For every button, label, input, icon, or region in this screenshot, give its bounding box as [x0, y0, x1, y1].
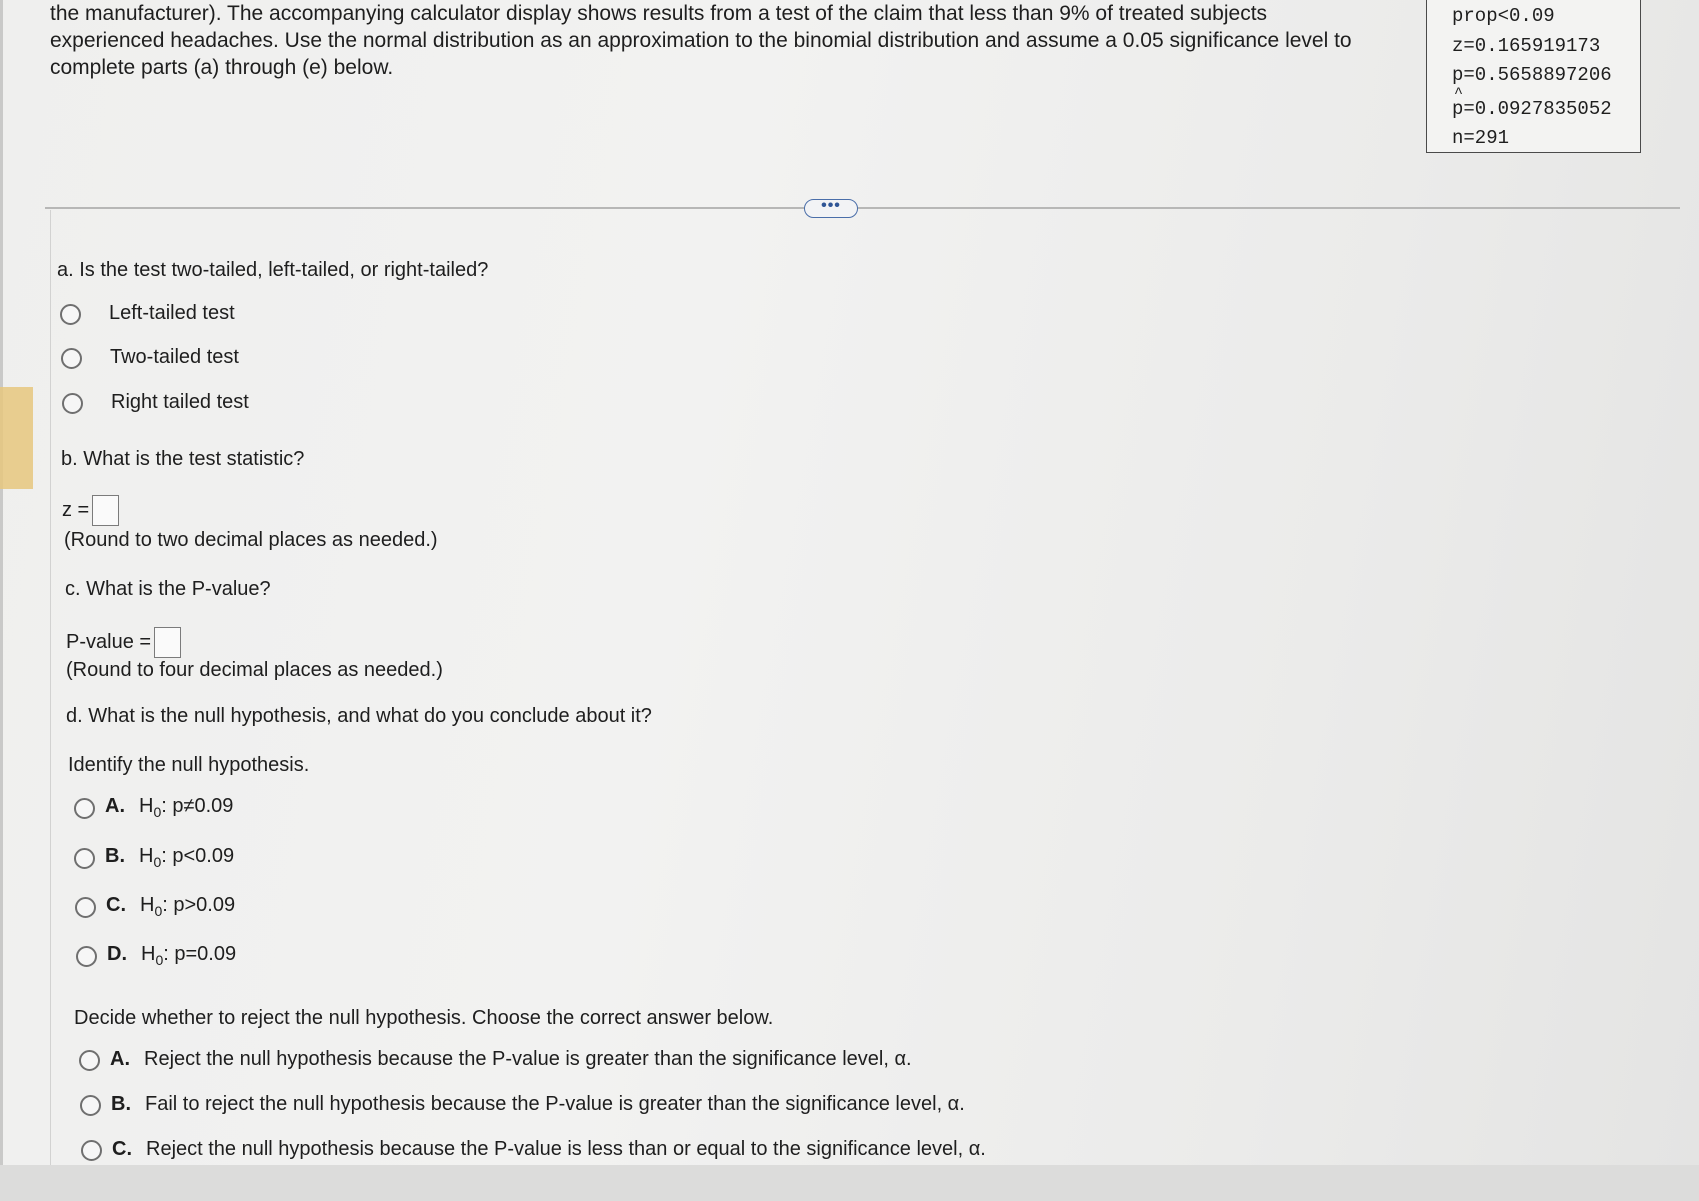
z-answer-row	[62, 495, 119, 526]
z-answer-input[interactable]	[92, 495, 119, 526]
problem-intro	[50, 0, 1410, 81]
calc-phat	[1452, 98, 1612, 120]
null-d-text: : p=0.09	[163, 943, 237, 965]
option-left-tailed[interactable]: Left-tailed test	[109, 302, 235, 324]
radio-decide-a[interactable]	[79, 1050, 100, 1071]
calc-p: p=0.5658897206	[1452, 64, 1612, 86]
sticky-note-highlight	[0, 387, 33, 489]
bottom-edge	[0, 1165, 1699, 1201]
null-c-sub: 0	[154, 903, 163, 919]
content-left-border	[50, 210, 51, 1200]
intro-line-1: the manufacturer). The accompanying calculator display shows results from a test of the claim that less than 9% of treated subjects	[50, 2, 1268, 25]
decide-b-letter: B.	[111, 1093, 131, 1115]
calculator-display	[1426, 0, 1641, 153]
radio-null-b[interactable]	[74, 848, 95, 869]
decide-option-a[interactable]	[110, 1048, 912, 1071]
expand-more-button[interactable]: •••	[804, 199, 858, 218]
decide-a-text: Reject the null hypothesis because the P-value is greater than the significance level, α.	[144, 1048, 912, 1070]
calc-n: n=291	[1452, 127, 1510, 149]
null-a-text: : p≠0.09	[161, 795, 234, 817]
option-right-tailed[interactable]: Right tailed test	[111, 391, 249, 413]
null-option-c[interactable]	[106, 894, 235, 919]
null-b-h: H	[139, 845, 154, 867]
phat-symbol: ^ p	[1452, 98, 1463, 120]
null-a-letter: A.	[105, 795, 125, 817]
pvalue-answer-row	[66, 627, 181, 658]
part-c-note: (Round to four decimal places as needed.)	[66, 659, 443, 681]
null-d-letter: D.	[107, 943, 127, 965]
decide-b-text: Fail to reject the null hypothesis because the P-value is greater than the significance level, α.	[145, 1093, 965, 1115]
intro-line-3: complete parts (a) through (e) below.	[50, 56, 394, 79]
z-label: z =	[62, 498, 90, 521]
part-a-question: a. Is the test two-tailed, left-tailed, or right-tailed?	[57, 259, 489, 281]
decide-c-letter: C.	[112, 1138, 132, 1160]
radio-decide-c[interactable]	[81, 1140, 102, 1161]
null-d-sub: 0	[155, 952, 164, 968]
decide-a-letter: A.	[110, 1048, 130, 1070]
null-option-a[interactable]	[105, 795, 233, 820]
null-d-h: H	[141, 943, 156, 965]
radio-null-c[interactable]	[75, 897, 96, 918]
null-b-letter: B.	[105, 845, 125, 867]
radio-decide-b[interactable]	[80, 1095, 101, 1116]
null-option-d[interactable]	[107, 943, 236, 968]
decide-option-c[interactable]	[112, 1138, 986, 1161]
radio-null-d[interactable]	[76, 946, 97, 967]
calc-phat-value: =0.0927835052	[1463, 98, 1612, 120]
null-b-sub: 0	[153, 854, 162, 870]
decide-label: Decide whether to reject the null hypothesis. Choose the correct answer below.	[74, 1007, 774, 1029]
part-c-question: c. What is the P-value?	[65, 578, 271, 600]
null-c-letter: C.	[106, 894, 126, 916]
null-option-b[interactable]	[105, 845, 234, 870]
pvalue-label: P-value =	[66, 630, 152, 653]
part-b-question: b. What is the test statistic?	[61, 448, 305, 470]
pvalue-answer-input[interactable]	[154, 627, 181, 658]
null-a-h: H	[139, 795, 154, 817]
null-c-text: : p>0.09	[162, 894, 236, 916]
section-divider	[45, 207, 1680, 209]
decide-c-text: Reject the null hypothesis because the P-value is less than or equal to the significance level, α.	[146, 1138, 986, 1160]
option-two-tailed[interactable]: Two-tailed test	[110, 346, 239, 368]
intro-line-2: experienced headaches. Use the normal distribution as an approximation to the binomial distribution and assume a 0.05 significance level to	[50, 29, 1352, 52]
radio-null-a[interactable]	[74, 798, 95, 819]
decide-option-b[interactable]	[111, 1093, 965, 1116]
null-b-text: : p<0.09	[161, 845, 235, 867]
page-left-edge	[0, 0, 3, 1201]
calc-z: z=0.165919173	[1452, 35, 1601, 57]
part-b-note: (Round to two decimal places as needed.)	[64, 529, 438, 551]
calc-prop: prop<0.09	[1452, 5, 1555, 27]
identify-null-label: Identify the null hypothesis.	[68, 754, 310, 776]
radio-left-tailed[interactable]	[60, 304, 81, 325]
null-a-sub: 0	[153, 804, 162, 820]
null-c-h: H	[140, 894, 155, 916]
radio-two-tailed[interactable]	[61, 348, 82, 369]
part-d-question: d. What is the null hypothesis, and what do you conclude about it?	[66, 705, 652, 727]
radio-right-tailed[interactable]	[62, 393, 83, 414]
